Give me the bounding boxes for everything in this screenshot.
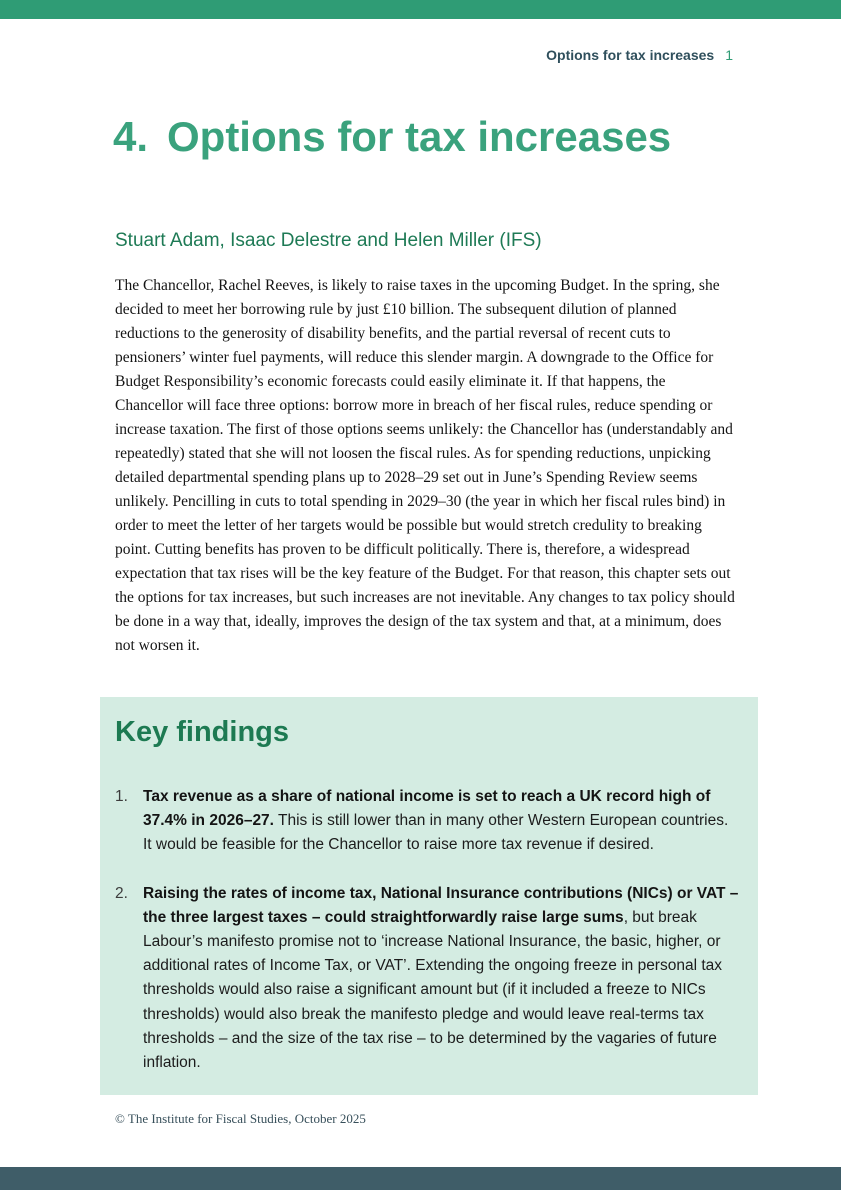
key-finding-text: [143, 785, 739, 858]
top-accent-bar: [0, 0, 841, 19]
intro-paragraph: The Chancellor, Rachel Reeves, is likely to raise taxes in the upcoming Budget. In the spring, she decided to meet her borrowing rule by just £10 billion. The subsequent dilution of planned reductions to the generosity of disability benefits, and the partial reversal of recent cuts to pensioners’ winter fuel payments, will reduce this slender margin. A downgrade to the Office for Budget Responsibility’s economic forecasts could easily eliminate it. If that happens, the Chancellor will face three options: borrow more in breach of her fiscal rules, reduce spending or increase taxation. The first of those options seems unlikely: the Chancellor has (understandably and repeatedly) stated that she will not loosen the fiscal rules. As for spending reductions, unpicking detailed departmental spending plans up to 2028–29 set out in June’s Spending Review seems unlikely. Pencilling in cuts to total spending in 2029–30 (the year in which her fiscal rules bind) in order to meet the letter of her targets would be possible but would stretch credulity to breaking point. Cutting benefits has proven to be difficult politically. There is, therefore, a widespread expectation that tax rises will be the key feature of the Budget. For that reason, this chapter sets out the options for tax increases, but such increases are not inevitable. Any changes to tax policy should be done in a way that, ideally, improves the design of the tax system and that, at a minimum, does not worsen it.: [115, 277, 735, 654]
key-finding-bold-text: Tax revenue as a share of national income is set to reach a UK record high of 37.4% in 2026–27.: [143, 788, 711, 830]
key-finding-rest-text: This is still lower than in many other Western European countries. It would be feasible for the Chancellor to raise more tax revenue if desired.: [143, 812, 729, 854]
chapter-number: 4.: [113, 113, 149, 160]
authors-line: Stuart Adam, Isaac Delestre and Helen Miller (IFS): [115, 230, 542, 251]
key-finding-rest-text: , but break Labour’s manifesto promise not to ‘increase National Insurance, the basic, higher, or additional rates of Income Tax, or VAT’. Extending the ongoing freeze in personal tax thresholds would also raise a significant amount but (if it included a freeze to NICs thresholds) would also break the manifesto pledge and would leave real-terms tax thresholds – and the size of the tax rise – to be determined by the vagaries of future inflation.: [143, 908, 723, 1072]
chapter-title: [113, 112, 671, 162]
key-findings-box: [100, 697, 758, 1095]
running-header: [546, 47, 733, 64]
key-finding-text: [143, 882, 739, 1076]
key-findings-list: [115, 785, 745, 1099]
page-number: 1: [725, 47, 733, 63]
key-finding-item: [115, 785, 745, 858]
footer-copyright: © The Institute for Fiscal Studies, October 2025: [115, 1111, 366, 1126]
key-findings-heading: Key findings: [115, 716, 290, 748]
key-finding-bold-text: Raising the rates of income tax, National Insurance contributions (NICs) or VAT – the three largest taxes – could straightforwardly raise large sums: [143, 884, 739, 926]
chapter-title-text: Options for tax increases: [167, 113, 672, 160]
key-finding-number: 2.: [115, 884, 128, 902]
key-finding-item: [115, 882, 745, 1076]
running-header-title: Options for tax increases: [546, 47, 715, 63]
key-finding-number: 1.: [115, 788, 128, 805]
bottom-accent-bar: [0, 1167, 841, 1190]
